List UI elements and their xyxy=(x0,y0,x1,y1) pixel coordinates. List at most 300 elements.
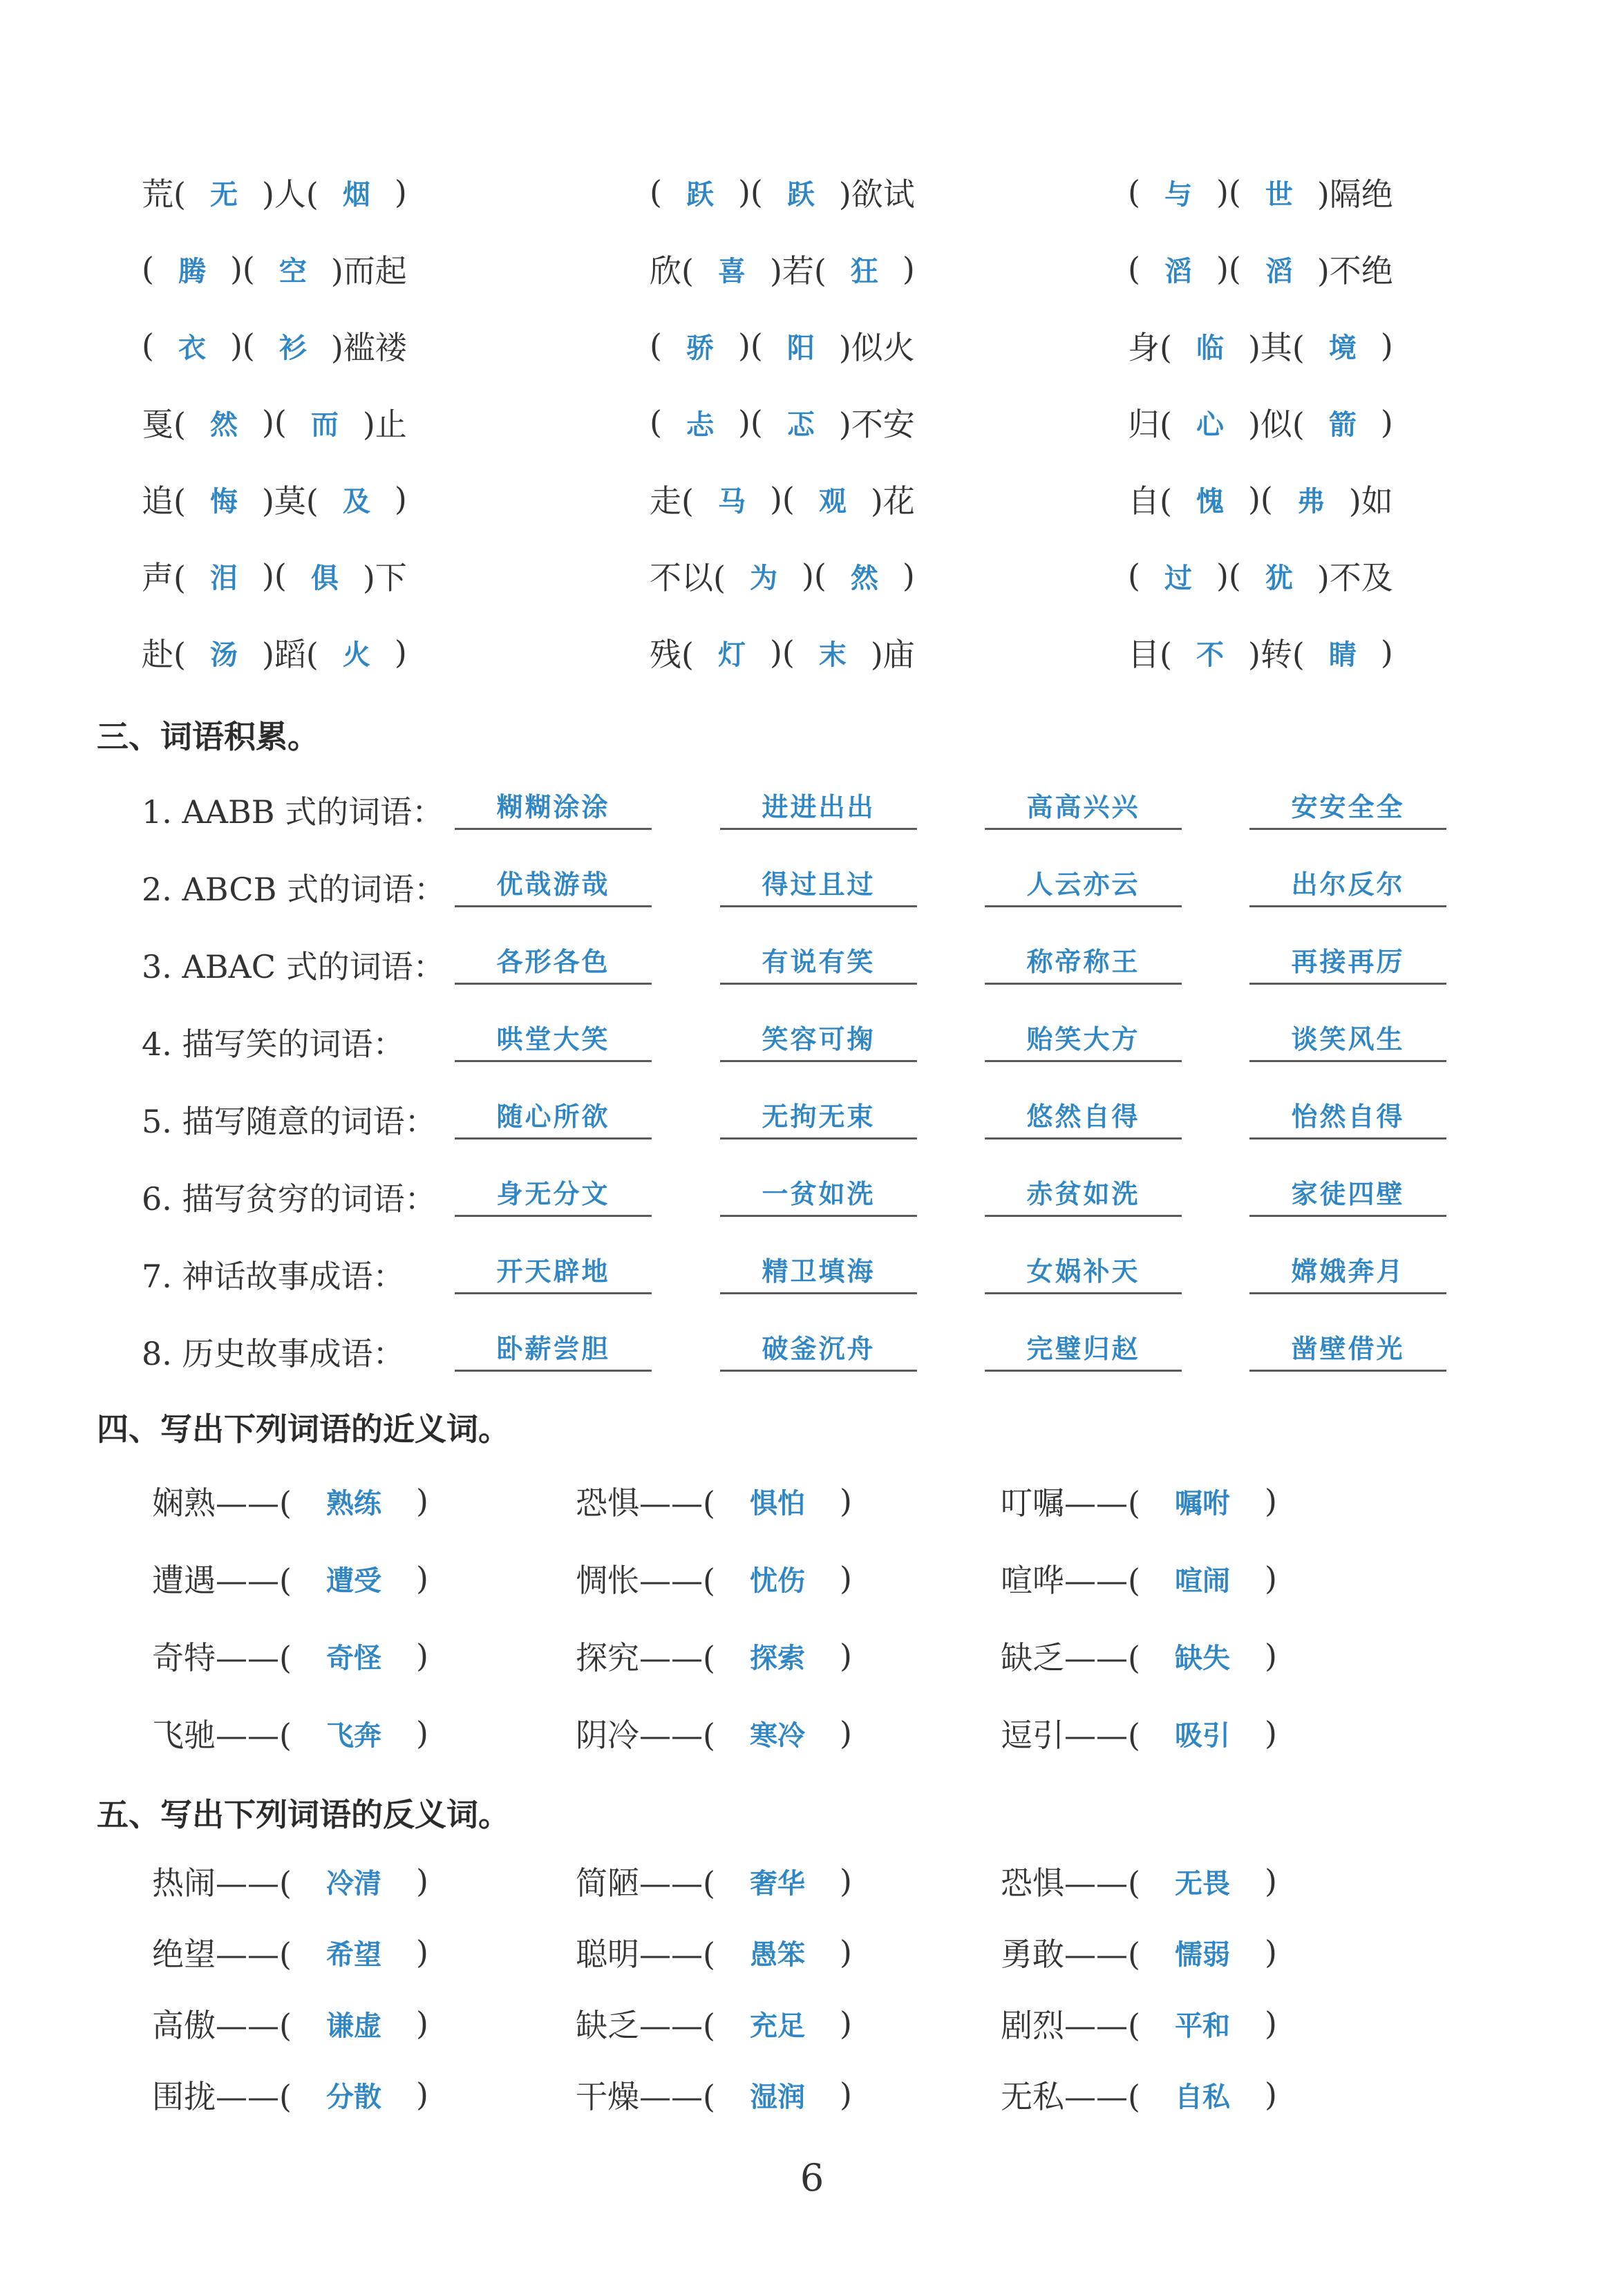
idiom-row xyxy=(0,618,1624,687)
idiom-text: ) xyxy=(394,480,407,518)
idiom-row xyxy=(0,158,1624,227)
idiom-answer: 烟 xyxy=(342,178,370,211)
word-pair-text: 探究——( xyxy=(576,1639,715,1676)
word-pair-answer: 喧闹 xyxy=(1174,1564,1230,1597)
idiom-item xyxy=(142,388,407,457)
idiom-answer: 世 xyxy=(1265,178,1293,211)
idiom-text: )( xyxy=(229,327,255,364)
idiom-row xyxy=(0,388,1624,457)
word-pair-text: 奇特——( xyxy=(152,1639,292,1676)
answer-underline xyxy=(1249,1370,1446,1372)
idiom-answer: 而 xyxy=(310,408,339,441)
word-answer-text: 嫦娥奔月 xyxy=(1291,1256,1405,1287)
word-answer-text: 称帝称王 xyxy=(1026,946,1140,977)
word-pair-text: ) xyxy=(415,1862,428,1900)
word-answer-text: 哄堂大笑 xyxy=(496,1023,610,1055)
idiom-answer: 观 xyxy=(818,485,847,518)
idiom-text: ) xyxy=(902,557,915,594)
idiom-text: ) xyxy=(394,634,407,671)
word-pair-item xyxy=(152,1466,428,1535)
idiom-text: )( xyxy=(1216,173,1241,211)
idiom-answer: 弗 xyxy=(1296,485,1325,518)
word-answer-text: 无拘无束 xyxy=(762,1101,876,1132)
idiom-text: ( xyxy=(142,327,154,364)
idiom-text: )庙 xyxy=(870,636,915,673)
word-pair-answer: 遭受 xyxy=(325,1564,381,1597)
word-pair-text: ) xyxy=(1264,1560,1277,1597)
word-answer-text: 凿壁借光 xyxy=(1291,1333,1405,1364)
idiom-text: 残( xyxy=(650,636,694,673)
idiom-item xyxy=(650,234,915,303)
word-pair-text: ) xyxy=(1264,1934,1277,1971)
idiom-row xyxy=(0,541,1624,610)
idiom-text: )人( xyxy=(261,176,319,213)
idiom-answer: 境 xyxy=(1328,332,1357,364)
answer-underline xyxy=(985,828,1182,830)
idiom-text: 荒( xyxy=(142,176,186,213)
idiom-text: )( xyxy=(229,250,255,287)
word-pair-text: 缺乏——( xyxy=(1001,1639,1140,1676)
idiom-text: 身( xyxy=(1128,329,1172,366)
word-pair-text: 热闹——( xyxy=(152,1864,292,1902)
word-pair-row xyxy=(0,1544,1624,1613)
word-answer-text: 进进出出 xyxy=(762,791,876,822)
word-pair-item xyxy=(576,2060,852,2129)
idiom-text: )( xyxy=(769,480,795,518)
idiom-text: ( xyxy=(1128,173,1140,211)
idiom-item xyxy=(1128,541,1393,610)
word-pair-row xyxy=(0,1466,1624,1535)
word-answer-text: 各形各色 xyxy=(496,946,610,977)
idiom-answer: 滔 xyxy=(1265,255,1293,287)
word-category-label: 1. AABB 式的词语： xyxy=(142,793,444,831)
word-pair-answer: 熟练 xyxy=(325,1487,381,1520)
word-pair-text: ) xyxy=(1264,1637,1277,1674)
idiom-answer: 为 xyxy=(749,562,777,594)
word-pair-text: ) xyxy=(839,2076,852,2113)
idiom-item xyxy=(650,464,915,533)
word-pair-item xyxy=(576,1699,852,1768)
answer-underline xyxy=(1249,1060,1446,1062)
idiom-answer: 火 xyxy=(342,639,370,671)
idiom-text: )( xyxy=(737,327,763,364)
answer-underline xyxy=(455,1215,652,1217)
word-pair-item xyxy=(1001,1989,1277,2058)
word-pair-text: ) xyxy=(415,2005,428,2042)
idiom-text: )花 xyxy=(870,482,915,520)
answer-underline xyxy=(720,905,917,907)
idiom-answer: 心 xyxy=(1196,408,1224,441)
idiom-answer: 末 xyxy=(818,639,847,671)
word-pair-text: 围拢——( xyxy=(152,2078,292,2115)
word-pair-text: 绝望——( xyxy=(152,1936,292,1973)
idiom-answer: 忑 xyxy=(786,408,815,441)
word-answer-text: 谈笑风生 xyxy=(1291,1023,1405,1055)
word-answer-text: 有说有笑 xyxy=(762,946,876,977)
word-pair-row xyxy=(0,1918,1624,1987)
idiom-answer: 阳 xyxy=(786,332,815,364)
idiom-text: )而起 xyxy=(330,252,407,290)
idiom-item xyxy=(650,311,915,380)
idiom-text: )莫( xyxy=(261,482,319,520)
idiom-text: )似( xyxy=(1247,406,1305,443)
word-answer-text: 开天辟地 xyxy=(496,1256,610,1287)
word-pair-text: 聪明——( xyxy=(576,1936,715,1973)
word-pair-answer: 飞奔 xyxy=(325,1719,381,1752)
idiom-text: )( xyxy=(1216,557,1241,594)
section5-heading: 五、写出下列词语的反义词。 xyxy=(97,1796,510,1833)
word-pair-text: ) xyxy=(415,1714,428,1752)
word-pair-text: 遭遇——( xyxy=(152,1562,292,1599)
word-pair-text: ) xyxy=(839,1560,852,1597)
word-pair-text: ) xyxy=(415,2076,428,2113)
answer-underline xyxy=(455,828,652,830)
word-pair-text: 勇敢——( xyxy=(1001,1936,1140,1973)
idiom-row xyxy=(0,234,1624,303)
word-pair-answer: 愚笨 xyxy=(749,1938,805,1971)
word-pair-item xyxy=(152,1621,428,1690)
answer-underline xyxy=(1249,1215,1446,1217)
idiom-item xyxy=(650,388,915,457)
idiom-text: 戛( xyxy=(142,406,186,443)
word-answer-text: 家徒四壁 xyxy=(1291,1178,1405,1209)
word-answer-text: 女娲补天 xyxy=(1026,1256,1140,1287)
word-answer-text: 怡然自得 xyxy=(1291,1101,1405,1132)
idiom-text: )( xyxy=(1247,480,1273,518)
idiom-answer: 箭 xyxy=(1328,408,1357,441)
idiom-item xyxy=(1128,388,1393,457)
idiom-text: )若( xyxy=(769,252,827,290)
word-pair-item xyxy=(152,1699,428,1768)
idiom-text: ) xyxy=(394,173,407,211)
word-answer-text: 得过且过 xyxy=(762,869,876,900)
word-pair-text: 剧烈——( xyxy=(1001,2007,1140,2044)
idiom-answer: 与 xyxy=(1164,178,1192,211)
word-pair-text: ) xyxy=(839,1862,852,1900)
word-pair-item xyxy=(576,1621,852,1690)
idiom-text: )不及 xyxy=(1316,559,1393,596)
word-pair-row xyxy=(0,2060,1624,2129)
idiom-answer: 然 xyxy=(850,562,878,594)
word-pair-answer: 懦弱 xyxy=(1174,1938,1230,1971)
idiom-answer: 然 xyxy=(209,408,238,441)
idiom-text: ( xyxy=(650,327,662,364)
word-pair-answer: 缺失 xyxy=(1174,1642,1230,1674)
idiom-item xyxy=(142,618,407,687)
word-pair-row xyxy=(0,1989,1624,2058)
idiom-text: )( xyxy=(737,404,763,441)
word-pair-row xyxy=(0,1621,1624,1690)
answer-underline xyxy=(1249,905,1446,907)
answer-underline xyxy=(455,1370,652,1372)
answer-underline xyxy=(455,905,652,907)
idiom-answer: 及 xyxy=(342,485,370,518)
answer-underline xyxy=(720,983,917,985)
idiom-text: )不安 xyxy=(838,406,915,443)
word-answer-text: 悠然自得 xyxy=(1026,1101,1140,1132)
idiom-text: )( xyxy=(1216,250,1241,287)
idiom-text: 欣( xyxy=(650,252,694,290)
idiom-text: )( xyxy=(769,634,795,671)
idiom-answer: 骄 xyxy=(686,332,714,364)
word-answer-text: 破釜沉舟 xyxy=(762,1333,876,1364)
answer-underline xyxy=(720,1215,917,1217)
word-pair-text: 简陋——( xyxy=(576,1864,715,1902)
word-pair-answer: 自私 xyxy=(1174,2081,1230,2113)
word-pair-item xyxy=(1001,1544,1277,1613)
word-pair-text: 缺乏——( xyxy=(576,2007,715,2044)
idiom-item xyxy=(1128,464,1393,533)
word-pair-answer: 奢华 xyxy=(749,1867,805,1900)
answer-underline xyxy=(720,1060,917,1062)
word-pair-answer: 吸引 xyxy=(1174,1719,1230,1752)
word-pair-text: ) xyxy=(1264,2005,1277,2042)
answer-underline xyxy=(985,983,1182,985)
word-pair-item xyxy=(1001,1621,1277,1690)
idiom-text: )似火 xyxy=(838,329,915,366)
word-answer-text: 笑容可掬 xyxy=(762,1023,876,1055)
idiom-text: ( xyxy=(650,404,662,441)
word-pair-text: ) xyxy=(415,1482,428,1520)
idiom-answer: 忐 xyxy=(686,408,714,441)
section3-heading: 三、词语积累。 xyxy=(97,718,319,755)
word-pair-item xyxy=(576,1846,852,1916)
idiom-text: )隔绝 xyxy=(1316,176,1393,213)
idiom-answer: 跃 xyxy=(686,178,714,211)
word-answer-text: 精卫填海 xyxy=(762,1256,876,1287)
word-pair-text: 恐惧——( xyxy=(1001,1864,1140,1902)
idiom-item xyxy=(1128,311,1393,380)
answer-underline xyxy=(985,905,1182,907)
word-pair-item xyxy=(1001,1918,1277,1987)
idiom-item xyxy=(142,234,407,303)
word-pair-answer: 冷清 xyxy=(325,1867,381,1900)
word-pair-text: 飞驰——( xyxy=(152,1717,292,1754)
word-pair-item xyxy=(576,1989,852,2058)
idiom-text: 不以( xyxy=(650,559,726,596)
word-pair-text: ) xyxy=(1264,1482,1277,1520)
idiom-answer: 衫 xyxy=(278,332,307,364)
answer-underline xyxy=(1249,828,1446,830)
word-pair-item xyxy=(152,2060,428,2129)
idiom-row xyxy=(0,464,1624,533)
idiom-answer: 喜 xyxy=(717,255,746,287)
idiom-answer: 腾 xyxy=(178,255,206,287)
word-pair-text: ) xyxy=(839,1637,852,1674)
word-pair-answer: 忧伤 xyxy=(749,1564,805,1597)
word-pair-item xyxy=(1001,2060,1277,2129)
idiom-text: 赴( xyxy=(142,636,186,673)
idiom-text: )( xyxy=(801,557,827,594)
word-category-label: 4. 描写笑的词语： xyxy=(142,1025,405,1063)
answer-underline xyxy=(720,1137,917,1140)
word-answer-text: 卧薪尝胆 xyxy=(496,1333,610,1364)
word-pair-item xyxy=(576,1918,852,1987)
idiom-answer: 滔 xyxy=(1164,255,1192,287)
idiom-answer: 衣 xyxy=(178,332,206,364)
idiom-text: 自( xyxy=(1128,482,1172,520)
answer-underline xyxy=(720,1370,917,1372)
answer-underline xyxy=(985,1137,1182,1140)
idiom-answer: 睛 xyxy=(1328,639,1357,671)
answer-underline xyxy=(985,1292,1182,1294)
answer-underline xyxy=(455,1137,652,1140)
word-pair-answer: 充足 xyxy=(749,2010,805,2042)
word-pair-answer: 无畏 xyxy=(1174,1867,1230,1900)
word-answer-text: 一贫如洗 xyxy=(762,1178,876,1209)
idiom-text: )欲试 xyxy=(838,176,915,213)
idiom-answer: 无 xyxy=(209,178,238,211)
idiom-text: ) xyxy=(1380,634,1393,671)
idiom-answer: 俱 xyxy=(310,562,339,594)
word-pair-row xyxy=(0,1846,1624,1916)
idiom-text: ( xyxy=(1128,250,1140,287)
idiom-text: )转( xyxy=(1247,636,1305,673)
word-pair-text: ) xyxy=(1264,1862,1277,1900)
idiom-answer: 灯 xyxy=(717,639,746,671)
answer-underline xyxy=(1249,1137,1446,1140)
answer-underline xyxy=(1249,983,1446,985)
word-pair-row xyxy=(0,1699,1624,1768)
idiom-text: 走( xyxy=(650,482,694,520)
idiom-text: 声( xyxy=(142,559,186,596)
answer-underline xyxy=(985,1060,1182,1062)
idiom-text: 目( xyxy=(1128,636,1172,673)
section4-heading: 四、写出下列词语的近义词。 xyxy=(97,1410,510,1448)
idiom-text: ) xyxy=(1380,327,1393,364)
word-pair-item xyxy=(576,1544,852,1613)
word-answer-text: 人云亦云 xyxy=(1026,869,1140,900)
word-category-label: 2. ABCB 式的词语： xyxy=(142,871,446,908)
page-number: 6 xyxy=(800,2156,824,2200)
word-pair-text: 高傲——( xyxy=(152,2007,292,2044)
word-pair-item xyxy=(152,1846,428,1916)
word-pair-text: ) xyxy=(415,1934,428,1971)
word-pair-text: ) xyxy=(839,1934,852,1971)
idiom-text: ( xyxy=(650,173,662,211)
idiom-item xyxy=(142,541,407,610)
idiom-text: ) xyxy=(1380,404,1393,441)
answer-underline xyxy=(1249,1292,1446,1294)
word-answer-text: 赤贫如洗 xyxy=(1026,1178,1140,1209)
idiom-answer: 空 xyxy=(278,255,307,287)
idiom-text: )其( xyxy=(1247,329,1305,366)
idiom-row xyxy=(0,311,1624,380)
word-pair-item xyxy=(1001,1699,1277,1768)
word-pair-answer: 嘱咐 xyxy=(1174,1487,1230,1520)
idiom-text: )( xyxy=(261,404,287,441)
idiom-text: ) xyxy=(902,250,915,287)
word-pair-text: 干燥——( xyxy=(576,2078,715,2115)
word-answer-text: 安安全全 xyxy=(1291,791,1405,822)
word-category-label: 8. 历史故事成语： xyxy=(142,1335,405,1372)
idiom-item xyxy=(1128,618,1393,687)
answer-underline xyxy=(985,1370,1182,1372)
answer-underline xyxy=(455,1292,652,1294)
answer-underline xyxy=(720,1292,917,1294)
idiom-text: )下 xyxy=(362,559,407,596)
word-pair-item xyxy=(152,1918,428,1987)
word-answer-text: 高高兴兴 xyxy=(1026,791,1140,822)
word-answer-text: 身无分文 xyxy=(496,1178,610,1209)
word-answer-text: 完璧归赵 xyxy=(1026,1333,1140,1364)
idiom-answer: 狂 xyxy=(850,255,878,287)
word-pair-text: 无私——( xyxy=(1001,2078,1140,2115)
idiom-answer: 犹 xyxy=(1265,562,1293,594)
word-pair-text: 惆怅——( xyxy=(576,1562,715,1599)
idiom-text: 追( xyxy=(142,482,186,520)
idiom-text: )( xyxy=(261,557,287,594)
idiom-answer: 跃 xyxy=(786,178,815,211)
word-pair-text: ) xyxy=(415,1560,428,1597)
idiom-text: 归( xyxy=(1128,406,1172,443)
answer-underline xyxy=(455,1060,652,1062)
word-answer-text: 再接再厉 xyxy=(1291,946,1405,977)
word-pair-item xyxy=(152,1544,428,1613)
word-pair-item xyxy=(1001,1846,1277,1916)
word-pair-item xyxy=(576,1466,852,1535)
word-pair-answer: 湿润 xyxy=(749,2081,805,2113)
idiom-item xyxy=(650,618,915,687)
word-category-label: 7. 神话故事成语： xyxy=(142,1258,405,1295)
idiom-text: )不绝 xyxy=(1316,252,1393,290)
word-pair-answer: 奇怪 xyxy=(325,1642,381,1674)
idiom-answer: 临 xyxy=(1196,332,1224,364)
idiom-text: )止 xyxy=(362,406,407,443)
answer-underline xyxy=(455,983,652,985)
idiom-text: ( xyxy=(142,250,154,287)
idiom-answer: 愧 xyxy=(1196,485,1224,518)
idiom-answer: 过 xyxy=(1164,562,1192,594)
word-pair-text: ) xyxy=(839,1482,852,1520)
idiom-item xyxy=(1128,158,1393,227)
idiom-text: )蹈( xyxy=(261,636,319,673)
word-pair-answer: 分散 xyxy=(325,2081,381,2113)
word-answer-text: 贻笑大方 xyxy=(1026,1023,1140,1055)
word-answer-text: 优哉游哉 xyxy=(496,869,610,900)
word-pair-answer: 寒冷 xyxy=(749,1719,805,1752)
idiom-item xyxy=(142,311,407,380)
word-pair-text: ) xyxy=(1264,1714,1277,1752)
word-pair-text: ) xyxy=(839,2005,852,2042)
answer-underline xyxy=(985,1215,1182,1217)
idiom-text: )褴褛 xyxy=(330,329,407,366)
word-pair-answer: 惧怕 xyxy=(749,1487,805,1520)
word-pair-text: 恐惧——( xyxy=(576,1484,715,1522)
idiom-answer: 汤 xyxy=(209,639,238,671)
word-category-label: 6. 描写贫穷的词语： xyxy=(142,1180,437,1218)
idiom-answer: 泪 xyxy=(209,562,238,594)
idiom-item xyxy=(142,464,407,533)
word-pair-answer: 谦虚 xyxy=(325,2010,381,2042)
idiom-answer: 马 xyxy=(717,485,746,518)
word-category-label: 5. 描写随意的词语： xyxy=(142,1103,437,1140)
idiom-item xyxy=(650,158,915,227)
word-pair-text: 娴熟——( xyxy=(152,1484,292,1522)
idiom-item xyxy=(650,541,915,610)
idiom-item xyxy=(142,158,407,227)
word-answer-text: 糊糊涂涂 xyxy=(496,791,610,822)
idiom-text: )( xyxy=(737,173,763,211)
word-pair-text: 阴冷——( xyxy=(576,1717,715,1754)
word-pair-answer: 探索 xyxy=(749,1642,805,1674)
word-answer-text: 出尔反尔 xyxy=(1291,869,1405,900)
answer-underline xyxy=(720,828,917,830)
word-pair-text: ) xyxy=(1264,2076,1277,2113)
word-pair-text: ) xyxy=(839,1714,852,1752)
idiom-text: ( xyxy=(1128,557,1140,594)
word-pair-answer: 希望 xyxy=(325,1938,381,1971)
